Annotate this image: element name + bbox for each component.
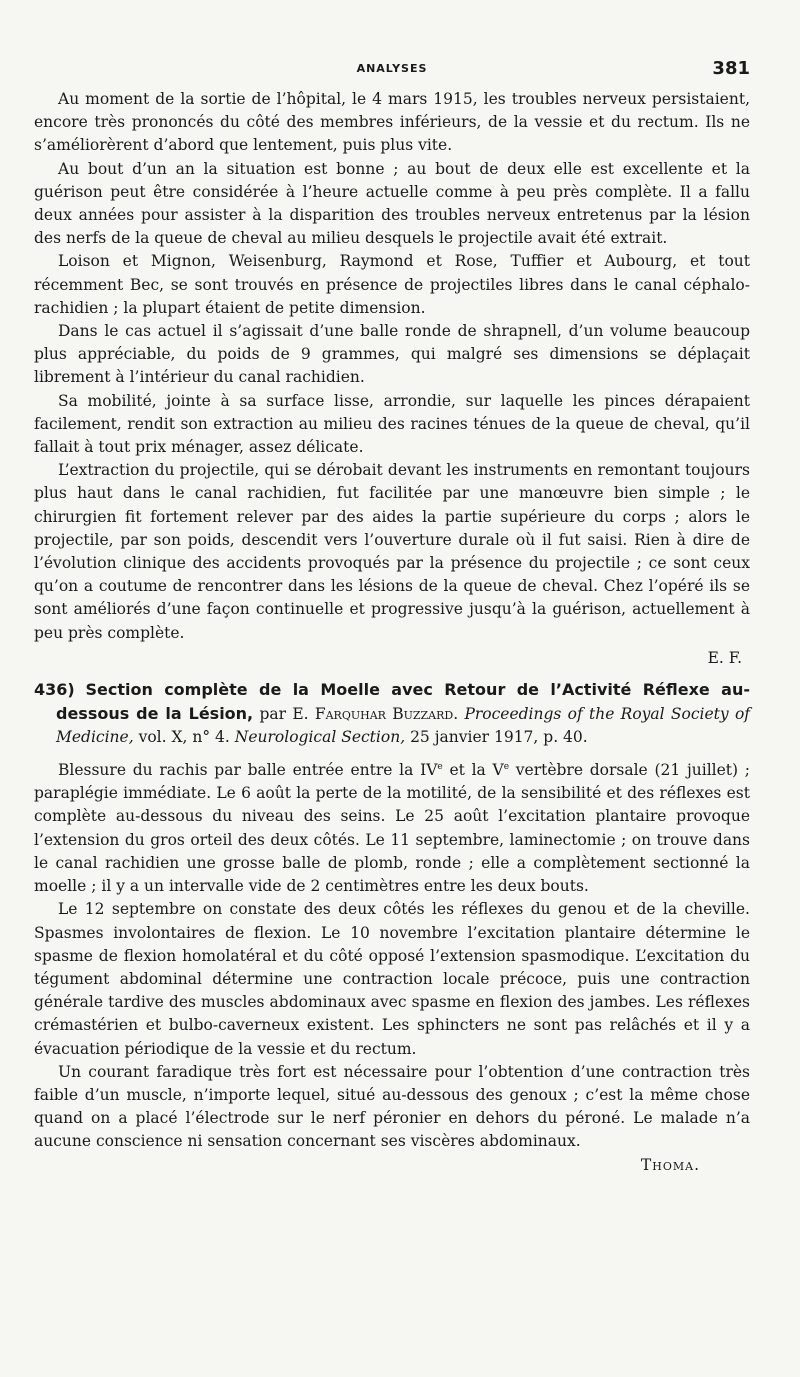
entry-number: 436) <box>34 680 75 700</box>
running-title: ANALYSES <box>356 62 428 75</box>
entry-heading <box>34 678 750 749</box>
paragraph: Un courant faradique très fort est nécessaire pour l’obtention d’une contraction très faible d’un muscle, n’importe lequel, situé au-dessous des genoux ; c’est la même chose quand on a placé l’électrode sur le nerf péronier en dehors du péroné. Le malade n’a aucune conscience ni sensation concernant ses viscères abdominaux. <box>34 1062 750 1151</box>
page <box>34 58 750 1185</box>
signature: E. F. <box>707 648 742 667</box>
paragraph: L’extraction du projectile, qui se dérobait devant les instruments en remontant toujours plus haut dans le canal rachidien, fut facilitée par une manœuvre bien simple ; le chirurgien fit fortement relever par des aides la partie supérieure du corps ; alors le projectile, par son poids, descendit vers l’ouverture durale où il fut saisi. Rien à dire de l’évolution clinique des accidents provoqués par la présence du projectile ; ce sont ceux qu’on a coutume de rencontrer dans les lésions de la queue de cheval. Chez l’opéré ils se sont améliorés d’une façon continuelle et progressive jusqu’à la guérison, actuellement à peu près complète. <box>34 461 750 642</box>
paragraph: Au moment de la sortie de l’hôpital, le 4 mars 1915, les troubles nerveux persistaient, encore très prononcés du côté des membres inférieurs, de la vessie et du rectum. Ils ne s’améliorèrent d’abord que lentement, puis plus vite. <box>34 90 750 155</box>
entry-title: Section complète de la Moelle avec Retour de l’Activité Réflexe au-dessous de la Lésion, <box>56 680 750 724</box>
entry-by: par <box>259 705 287 724</box>
paragraph: Dans le cas actuel il s’agissait d’une balle ronde de shrapnell, d’un volume beaucoup plus appréciable, du poids de 9 grammes, qui malgré ses dimensions se déplaçait librement à l’intérieur du canal rachidien. <box>34 322 750 387</box>
paragraph: Le 12 septembre on constate des deux côtés les réflexes du genou et de la cheville. Spasmes involontaires de flexion. Le 10 novembre l’excitation plantaire détermine le spasme de flexion homolatéral et du côté opposé l’extension spasmodique. L’excitation du tégument abdominal détermine une contraction locale précoce, puis une contraction générale tardive des muscles abdominaux avec spasme en flexion des jambes. Les réflexes crémastérien et bulbo-caverneux existent. Les sphincters ne sont pas relâchés et il y a évacuation périodique de la vessie et du rectum. <box>34 900 750 1058</box>
entry-volume: vol. X, n° 4. <box>138 728 230 747</box>
paragraph: Au bout d’un an la situation est bonne ; au bout de deux elle est excellente et la guérison peut être considérée à l’heure actuelle comme à peu près complète. Il a fallu deux années pour assister à la disparition des troubles nerveux entretenus par la lésion des nerfs de la queue de cheval au milieu desquels le projectile avait été extrait. <box>34 159 750 248</box>
text-span: Blessure du rachis par balle entrée entre la IV <box>58 761 438 780</box>
entry-author: E. Farquhar Buzzard. <box>292 705 459 724</box>
signature: Thoma. <box>640 1155 700 1174</box>
text-span: vertèbre dorsale (21 juillet) ; paraplégie immédiate. Le 6 août la perte de la motilité, de la sensibilité et des réflexes est complète au-dessous du niveau des seins. Le 25 août l’excitation plantaire provoque l’extension du gros orteil des deux côtés. Le 11 septembre, laminectomie ; on trouve dans le canal rachidien une grosse balle de plomb, ronde ; elle a complètement sectionné la moelle ; il y a un intervalle vide de 2 centimètres entre les deux bouts. <box>34 761 751 896</box>
running-head <box>34 58 750 88</box>
superscript: e <box>437 761 443 772</box>
paragraph <box>34 759 750 898</box>
entry-section: Neurological Section, <box>234 728 406 747</box>
paragraph: Sa mobilité, jointe à sa surface lisse, arrondie, sur laquelle les pinces dérapaient facilement, rendit son extraction au milieu des racines ténues de la queue de cheval, qu’il fallait à tout prix ménager, assez délicate. <box>34 391 750 457</box>
entry-source: Proceedings of the Royal Society of Medicine, <box>56 705 751 747</box>
page-number: 381 <box>712 58 750 79</box>
paragraph: Loison et Mignon, Weisenburg, Raymond et Rose, Tuffier et Aubourg, et tout récemment Bec, se sont trouvés en présence de projectiles libres dans le canal céphalo-rachidien ; la plupart étaient de petite dimension. <box>34 252 750 317</box>
article-1 <box>34 88 750 670</box>
article-2 <box>34 678 750 1177</box>
text-span: et la V <box>442 761 504 780</box>
entry-date: 25 janvier 1917, p. 40. <box>410 728 588 747</box>
superscript: e <box>503 761 510 772</box>
